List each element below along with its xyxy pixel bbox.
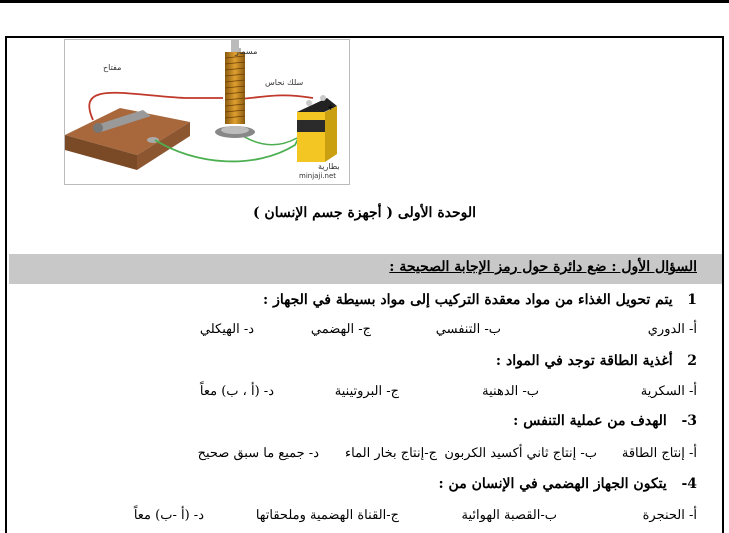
- battery-label: بطارية: [318, 162, 340, 171]
- svg-text:+: +: [327, 103, 335, 113]
- circuit-illustration: [65, 40, 349, 184]
- question-4: [439, 476, 697, 492]
- question-text: أغذية الطاقة توجد في المواد :: [495, 353, 673, 369]
- option-a[interactable]: أ- الحنجرة: [642, 508, 697, 523]
- option-a[interactable]: أ- الدوري: [647, 322, 697, 337]
- option-b[interactable]: ب-القصبة الهوائية: [461, 508, 557, 523]
- question-text: يتكون الجهاز الهضمي في الإنسان من :: [438, 476, 667, 492]
- option-b[interactable]: ب- الدهنية: [482, 384, 539, 399]
- question-3: [513, 413, 697, 429]
- question-text: الهدف من عملية التنفس :: [513, 413, 667, 429]
- question-number: 2: [687, 353, 697, 369]
- section-title: السؤال الأول : ضع دائرة حول رمز الإجابة الصحيحة :: [389, 259, 697, 275]
- question-number: 3-: [681, 413, 697, 429]
- unit-title: الوحدة الأولى ( أجهزة جسم الإنسان ): [252, 205, 477, 221]
- watermark: minjaji.net: [299, 172, 337, 180]
- option-a[interactable]: أ- السكرية: [640, 384, 697, 399]
- copper-wire-label: سلك نحاس: [265, 78, 304, 87]
- option-c[interactable]: ج-القناة الهضمية وملحقاتها: [255, 508, 399, 523]
- question-text: يتم تحويل الغذاء من مواد معقدة التركيب إلى مواد بسيطة في الجهاز :: [263, 292, 673, 308]
- switch-label: مفتاح: [103, 63, 122, 72]
- option-b[interactable]: ب- إنتاج ثاني أكسيد الكربون: [444, 446, 597, 461]
- option-b[interactable]: ب- التنفسي: [435, 322, 501, 337]
- question-1: [263, 292, 697, 308]
- top-rule: [0, 0, 729, 3]
- option-c[interactable]: ج- الهضمي: [310, 322, 371, 337]
- option-d[interactable]: د- (أ ، ب) معاً: [199, 384, 274, 399]
- question-2: [496, 353, 697, 369]
- option-a[interactable]: أ- إنتاج الطاقة: [621, 446, 697, 461]
- question-number: 1: [687, 292, 697, 308]
- option-d[interactable]: د- جميع ما سبق صحيح: [197, 446, 319, 461]
- option-c[interactable]: ج-إنتاج بخار الماء: [345, 446, 437, 461]
- nail-label: مسمار: [235, 47, 258, 56]
- option-d[interactable]: د- الهيكلي: [199, 322, 254, 337]
- electromagnet-figure: [64, 39, 350, 185]
- option-d[interactable]: د- (أ -ب) معاً: [133, 508, 204, 523]
- question-number: 4-: [681, 476, 697, 492]
- option-c[interactable]: ج- البروتينية: [334, 384, 399, 399]
